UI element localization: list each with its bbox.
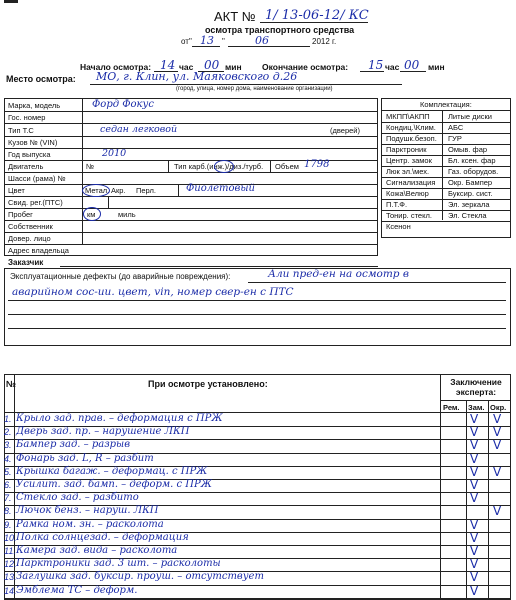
date-day: 13 [200, 34, 214, 47]
equipment-item: Сигнализация [386, 178, 436, 187]
start-hour: 14 [160, 58, 176, 72]
equipment-item: Газ. оборудов. [448, 167, 499, 176]
row-number: 6. [4, 480, 12, 490]
zam-check-mark: V [470, 438, 479, 453]
zam-check-mark: V [470, 583, 479, 598]
km-label: км [87, 210, 96, 219]
zam-check-mark: V [470, 570, 479, 585]
zam-check-mark: V [470, 491, 479, 506]
zam-check-mark: V [470, 530, 479, 545]
volume-label: Объем [275, 162, 299, 171]
engine-label: Двигатель [8, 162, 44, 171]
equipment-item: Бл. ксен. фар [448, 156, 496, 165]
defects-label: Эксплуатационные дефекты (до аварийные повреждения): [10, 272, 231, 281]
okr-check-mark: V [493, 464, 502, 479]
address-label: Адрес владельца [8, 246, 69, 255]
year-label: Год выпуска [8, 150, 51, 159]
vin-label: Кузов № (VIN) [8, 138, 58, 147]
findings-desc-header: При осмотре установлено: [148, 379, 268, 389]
trust-label: Довер. лицо [8, 234, 51, 243]
row-description: Рамка ном. зн. – расколота [16, 518, 164, 530]
row-number: 10. [4, 532, 17, 543]
type-label: Тип Т.С [8, 126, 34, 135]
okr-check-mark: V [493, 412, 502, 426]
customer-label: Заказчик [8, 258, 44, 267]
date-month: 06 [255, 34, 269, 47]
row-description: Фонарь зад. L, R – разбит [16, 452, 154, 464]
defects-line1: Али пред-ен на осмотр в [268, 268, 409, 280]
row-description: Усилит. зад. бамп. – деформ. с ПРЖ [16, 479, 212, 490]
date-year: 2012 г. [312, 37, 337, 46]
defects-line2: аварийном сос-ии. цвет, vin, номер свер-ен с ПТС [12, 286, 294, 298]
date-prefix: от" [181, 37, 192, 46]
equipment-item: Ксенон [386, 222, 411, 231]
equipment-item: П.Т.Ф. [386, 200, 408, 209]
fuel-label: Тип карб.(инж.)/диз./турб. [174, 162, 264, 171]
equipment-item: Литые диски [448, 112, 492, 121]
corner-mark [4, 0, 18, 3]
place-label: Место осмотра: [6, 74, 76, 84]
equipment-item: Окр. Бампер [448, 178, 493, 187]
color-label: Цвет [8, 186, 25, 195]
km-circle-mark [83, 207, 101, 221]
equipment-item: Кондиц.\Клим. [386, 123, 436, 132]
color-metal: Метал. [85, 186, 110, 195]
row-description: Полка солнцезад. – деформация [16, 531, 189, 543]
zam-check-mark: V [470, 557, 479, 572]
metal-circle-mark [82, 184, 110, 197]
okr-check-mark: V [493, 504, 502, 519]
act-title: АКТ № [214, 9, 256, 24]
conclusion-header: Заключение эксперта: [450, 377, 502, 397]
end-hour: 15 [368, 58, 384, 72]
type-value: седан легковой [100, 124, 178, 135]
row-number: 2. [4, 427, 12, 438]
col-rem: Рем. [443, 403, 460, 412]
color-acr: Акр. [111, 186, 126, 195]
row-number: 7. [4, 493, 12, 504]
row-number: 12. [4, 559, 17, 570]
place-hint: (город, улица, номер дома, наименование организации) [176, 86, 333, 92]
row-description: Бампер зад. – разрыв [16, 439, 131, 451]
start-min: 00 [204, 58, 220, 72]
zam-check-mark: V [470, 544, 479, 558]
row-description: Заглушка зад. буксир. проуш. – отсутствует [16, 571, 264, 583]
zam-check-mark: V [470, 478, 479, 492]
mileage-label: Пробег [8, 210, 33, 219]
act-subtitle: осмотра транспортного средства [205, 25, 355, 35]
reg-label: Свид. рег.(ПТС) [8, 198, 63, 207]
color-perl: Перл. [136, 186, 156, 195]
end-min: 00 [404, 58, 420, 72]
row-number: 8. [4, 506, 12, 517]
row-description: Парктроники зад. 3 шт. – расколоты [16, 558, 221, 570]
zam-check-mark: V [470, 451, 479, 466]
equipment-item: Люк эл.\мех. [386, 167, 430, 176]
zam-check-mark: V [470, 464, 479, 479]
equipment-item: Буксир. сист. [448, 189, 493, 198]
row-description: Крыло зад. прав. – деформация с ПРЖ [16, 413, 223, 424]
row-description: Эмблема ТС – деформ. [16, 584, 138, 596]
zam-check-mark: V [470, 412, 479, 426]
row-number: 1. [4, 414, 12, 424]
row-number: 14. [4, 585, 17, 596]
row-number: 3. [4, 440, 12, 451]
zam-check-mark: V [470, 517, 479, 532]
col-zam: Зам. [468, 403, 485, 412]
row-description: Камера зад. вида – расколота [16, 545, 178, 556]
mile-label: миль [118, 210, 136, 219]
owner-label: Собственник [8, 222, 53, 231]
col-okr: Окр. [490, 403, 507, 412]
act-number: 1/ 13-06-12/ КС [265, 8, 369, 23]
equipment-title: Комплектация: [420, 100, 472, 109]
row-description: Лючок бенз. – наруш. ЛКП [16, 505, 159, 517]
end-label: Окончание осмотра: [262, 62, 349, 72]
gos-label: Гос. номер [8, 113, 46, 122]
row-description: Крышка багаж. – деформац. с ПРЖ [16, 465, 208, 477]
make-label: Марка, модель [8, 101, 61, 110]
year-value: 2010 [102, 148, 127, 159]
equipment-item: Кожа\Велюр [386, 189, 429, 198]
okr-check-mark: V [493, 438, 502, 453]
color-value: Фиолетовый [186, 183, 255, 194]
equipment-item: Эл. зеркала [448, 200, 490, 209]
doors-label: (дверей) [330, 126, 360, 135]
row-number: 4. [4, 453, 12, 464]
fuel-circle-mark [214, 160, 234, 173]
equipment-item: Эл. Стекла [448, 211, 487, 220]
equipment-item: ГУР [448, 134, 462, 143]
findings-num-header: № [6, 379, 17, 389]
chassis-label: Шасси (рама) № [8, 174, 66, 183]
equipment-item: МКПП\АКПП [386, 112, 430, 121]
row-number: 11. [4, 546, 16, 556]
row-number: 9. [4, 519, 12, 530]
row-description: Стекло зад. – разбито [16, 492, 139, 504]
volume-value: 1798 [304, 159, 330, 170]
equipment-item: Подушк.безоп. [386, 134, 437, 143]
equipment-item: Парктроник [386, 145, 427, 154]
row-number: 5. [4, 466, 12, 477]
row-number: 13. [4, 572, 17, 583]
row-description: Дверь зад. пр. – нарушение ЛКП [16, 426, 190, 438]
equipment-item: Тонир. стекл. [386, 211, 432, 220]
equipment-item: Омыв. фар [448, 145, 488, 154]
equipment-item: Центр. замок [386, 156, 432, 165]
zam-check-mark: V [470, 425, 479, 440]
equipment-item: АБС [448, 123, 464, 132]
act-header: АКТ № 1/ 13-06-12/ КС осмотра транспортного средства от" 13 " 06 2012 г. Начало осмотра: 14 час 00 мин Окончание осмотра: 15 час 00 мин Место осмотра: МО, г. Клин, ул. Маяковского д.26 (город, улица, номер дома, наименование организации) [0, 0, 516, 100]
make-value: Форд Фокус [92, 99, 154, 110]
place-value: МО, г. Клин, ул. Маяковского д.26 [96, 70, 298, 83]
okr-check-mark: V [493, 425, 502, 440]
start-label: Начало осмотра: [80, 62, 152, 72]
